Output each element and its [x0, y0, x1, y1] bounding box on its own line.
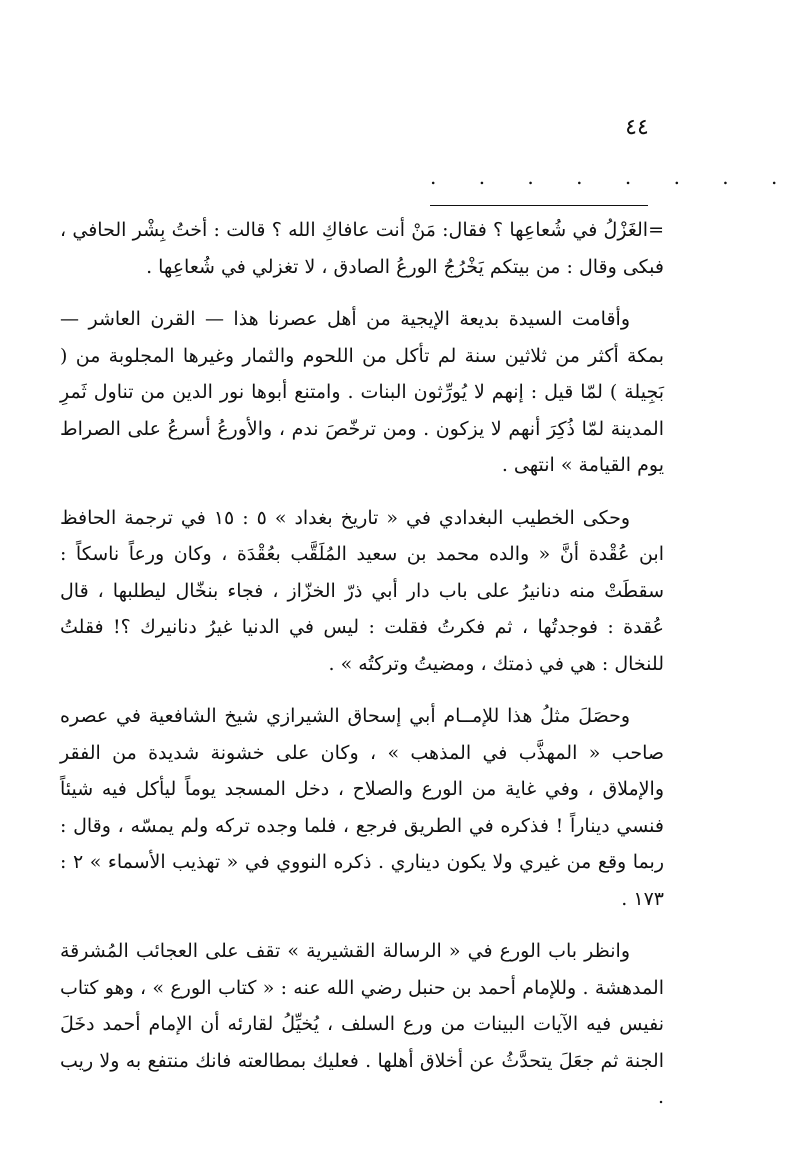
- footnote-separator-line: [430, 205, 648, 206]
- paragraph-5: وانظر باب الورع في « الرسالة القشيرية » تقف على العجائب المُشرقة المدهشة . وللإمام أحمد بن حنبل رضي الله عنه : « كتاب الورع » ، وهو كتاب نفيس فيه الآيات البينات من ورع السلف ، يُخيِّلُ لقارئه أن الإمام أحمد دخَلَ الجنة ثم جعَلَ يتحدَّثُ عن أخلاق أهلها . فعليك بمطالعته فانك منتفع به ولا ريب .: [60, 940, 664, 1108]
- page-number: ٤٤: [625, 115, 649, 140]
- paragraph-3: وحكى الخطيب البغدادي في « تاريخ بغداد » ٥ : ١٥ في ترجمة الحافظ ابن عُقْدة أنَّ « والده محمد بن سعيد المُلَقَّب بعُقْدَة ، وكان ورعاً ناسكاً : سقطَتْ منه دنانيرُ على باب دار أبي ذرّ الخزّاز ، فجاء بنخّال ليطلبها ، قال عُقدة : فوجدتُها ، ثم فكرتُ فقلت : ليس في الدنيا غيرُ دنانيرك ؟! فقلتُ للنخال : هي في ذمتك ، ومضيتُ وتركتُه » .: [60, 506, 664, 675]
- body-text: [60, 212, 664, 1116]
- paragraph-2: وأقامت السيدة بديعة الإيجية من أهل عصرنا هذا — القرن العاشر — بمكة أكثر من ثلاثين سنة لم تأكل من اللحوم والثمار وغيرها المجلوبة من ( بَجِيلة ) لمّا قيل : إنهم لا يُورِّثون البنات . وامتنع أبوها نور الدين من تناول ثَمرِ المدينة لمّا ذُكِرَ أنهم لا يزكون . ومن ترخّصَ ندم ، والأورعُ أسرعُ على الصراط يوم القيامة » انتهى .: [60, 308, 664, 476]
- ellipsis-dots-separator: . . . . . . . .: [430, 165, 795, 189]
- paragraph-1: =الغَزْلُ في شُعاعِها ؟ فقال: مَنْ أنت عافاكِ الله ؟ قالت : أختُ بِشْر الحافي ، فبكى وقال : من بيتكم يَخْرُجُ الورعُ الصادق ، لا تغزلي في شُعاعِها .: [60, 219, 664, 278]
- paragraph-4: وحصَلَ مثلُ هذا للإمــام أبي إسحاق الشيرازي شيخ الشافعية في عصره صاحب « المهذَّب في المذهب » ، وكان على خشونة شديدة من الفقر والإملاق ، وفي غاية من الورع والصلاح ، دخل المسجد يوماً ليأكل فيه شيئاً فنسي ديناراً ! فذكره في الطريق فرجع ، فلما وجده تركه ولم يمسّه ، وقال : ربما وقع من غيري ولا يكون ديناري . ذكره النووي في « تهذيب الأسماء » ٢ : ١٧٣ .: [60, 705, 664, 910]
